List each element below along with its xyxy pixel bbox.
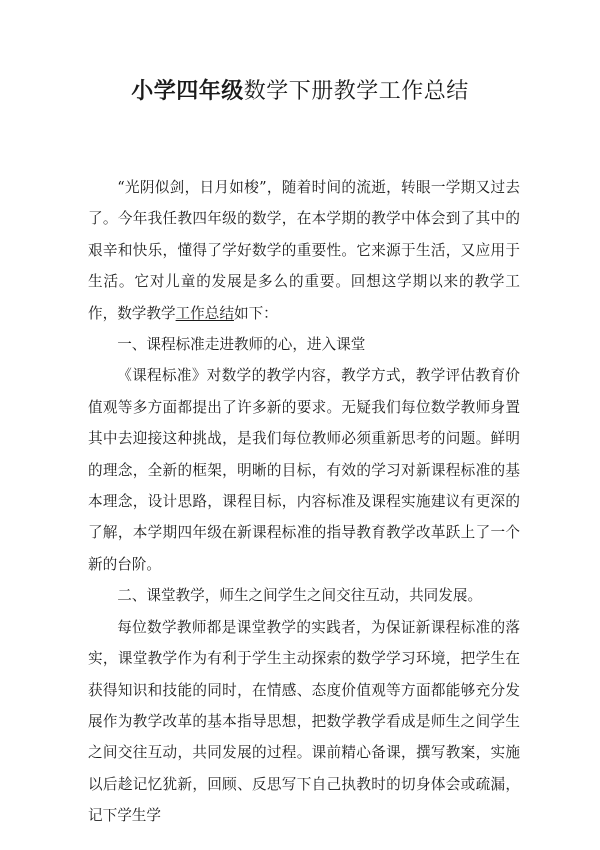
title-subject: 数学下册教学工作总结 (243, 79, 469, 104)
intro-text-end: 如下： (233, 304, 278, 322)
section-1-heading: 一、课程标准走进教师的心，进入课堂 (117, 336, 366, 354)
intro-paragraph (88, 172, 520, 329)
section-2-paragraph: 每位数学教师都是课堂教学的实践者，为保证新课程标准的落实，课堂教学作为有利于学生主动探索的数学学习环境，把学生在获得知识和技能的同时，在情感、态度价值观等方面都能够充分发展作为教学改革的基本指导思想，把数学教学看成是师生之间学生之间交往互动，共同发展的过程。课前精心备课，撰写教案，实施以后趁记忆犹新，回顾、反思写下自己执教时的切身体会或疏漏，记下学生学 (88, 618, 520, 825)
section-1-paragraph: 《课程标准》对数学的教学内容，教学方式，教学评估教育价值观等多方面都提出了许多新的要求。无疑我们每位数学教师身置其中去迎接这种挑战，是我们每位教师必须重新思考的问题。鲜明的理念，全新的框架，明晰的目标，有效的学习对新课程标准的基本理念，设计思路，课程目标，内容标准及课程实施建议有更深的了解，本学期四年级在新课程标准的指导教育教学改革跃上了一个新的台阶。 (88, 367, 520, 573)
document-title (0, 76, 600, 107)
section-2-heading: 二、课堂教学，师生之间学生之间交往互动，共同发展。 (117, 587, 483, 605)
work-summary-link[interactable]: 工作总结 (175, 304, 234, 322)
intro-text: “光阴似剑，日月如梭”，随着时间的流逝，转眼一学期又过去了。今年我任教四年级的数学，在本学期的教学中体会到了其中的艰辛和快乐，懂得了学好数学的重要性。它来源于生活，又应用于生活。它对儿童的发展是多么的重要。回想这学期以来的教学工作，数学教学 (88, 179, 520, 322)
document-body (88, 172, 520, 832)
title-grade: 小学四年级 (131, 78, 244, 104)
